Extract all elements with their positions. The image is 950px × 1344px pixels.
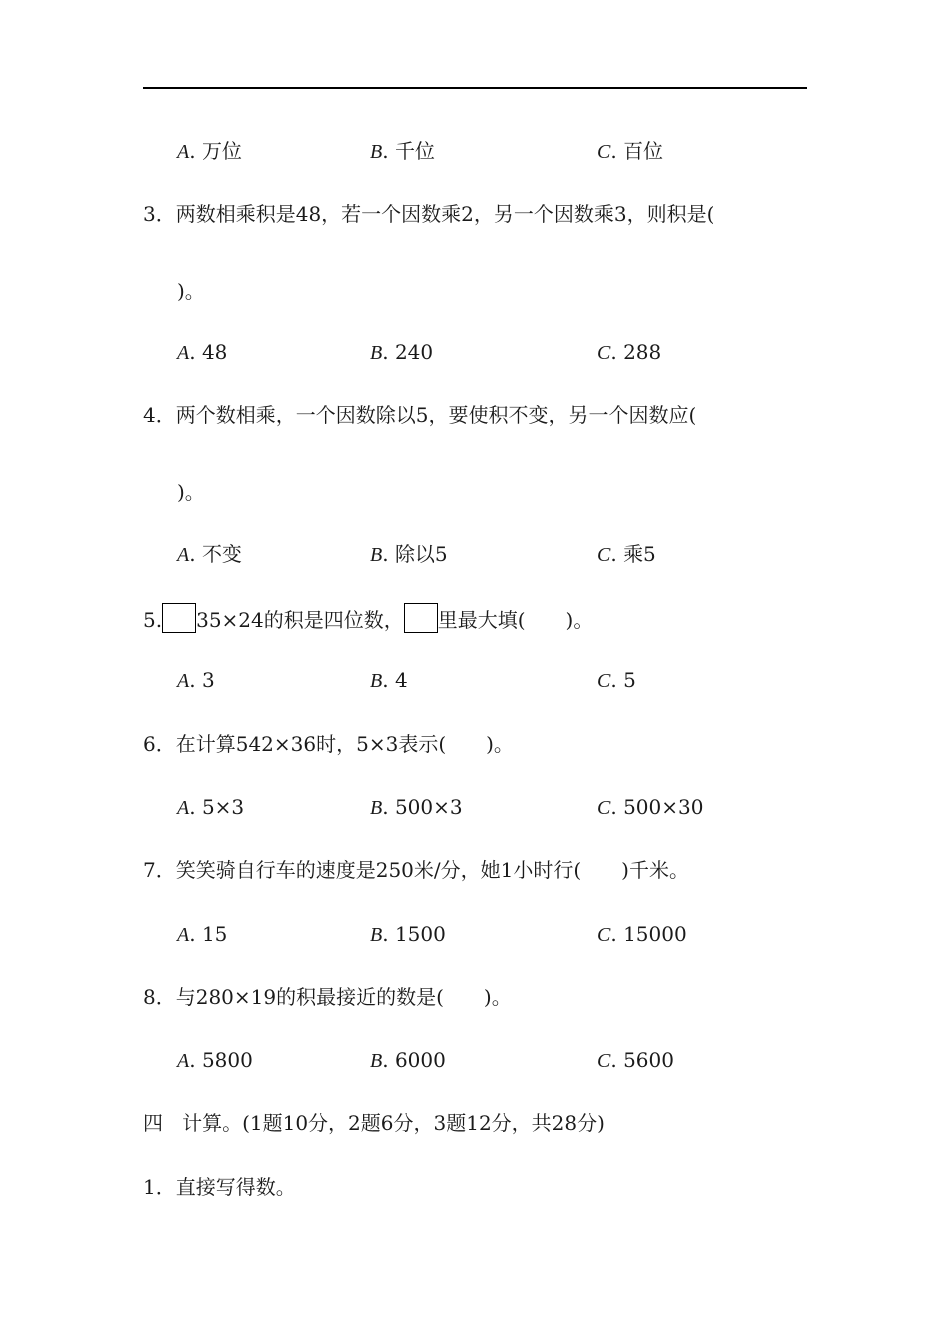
option-b: B. 千位	[370, 139, 435, 163]
question-4: 4．两个数相乘，一个因数除以5，要使积不变，另一个因数应(	[143, 403, 697, 427]
option-a: A. 5800	[177, 1048, 253, 1072]
option-a: A. 不变	[177, 542, 242, 566]
option-a: A. 48	[177, 340, 228, 364]
option-a: A. 3	[177, 668, 215, 692]
option-a: A. 15	[177, 922, 228, 946]
blank-box	[404, 603, 438, 633]
blank-box	[162, 603, 196, 633]
question-6: 6．在计算542×36时，5×3表示( )。	[143, 732, 514, 756]
section-4-question-1: 1．直接写得数。	[143, 1175, 296, 1199]
option-c: C. 500×30	[597, 795, 704, 819]
option-b: B. 除以5	[370, 542, 448, 566]
question-7: 7．笑笑骑自行车的速度是250米/分，她1小时行( )千米。	[143, 858, 689, 882]
option-b: B. 6000	[370, 1048, 446, 1072]
option-c: C. 百位	[597, 139, 664, 163]
option-c: C. 乘5	[597, 542, 656, 566]
option-c: C. 15000	[597, 922, 687, 946]
option-b: B. 500×3	[370, 795, 463, 819]
question-4-continuation: )。	[177, 480, 205, 504]
option-a: A. 万位	[177, 139, 242, 163]
option-c: C. 288	[597, 340, 662, 364]
section-heading: 四 计算。(1题10分，2题6分，3题12分，共28分)	[143, 1111, 605, 1135]
option-b: B. 1500	[370, 922, 446, 946]
option-c: C. 5	[597, 668, 636, 692]
question-3: 3．两数相乘积是48，若一个因数乘2，另一个因数乘3，则积是(	[143, 202, 715, 226]
option-c: C. 5600	[597, 1048, 674, 1072]
question-3-continuation: )。	[177, 279, 205, 303]
question-5: 5. 35×24的积是四位数， 里最大填( )。	[143, 603, 593, 633]
header-rule	[143, 87, 807, 89]
question-8: 8．与280×19的积最接近的数是( )。	[143, 985, 512, 1009]
option-b: B. 4	[370, 668, 408, 692]
option-b: B. 240	[370, 340, 434, 364]
option-a: A. 5×3	[177, 795, 245, 819]
